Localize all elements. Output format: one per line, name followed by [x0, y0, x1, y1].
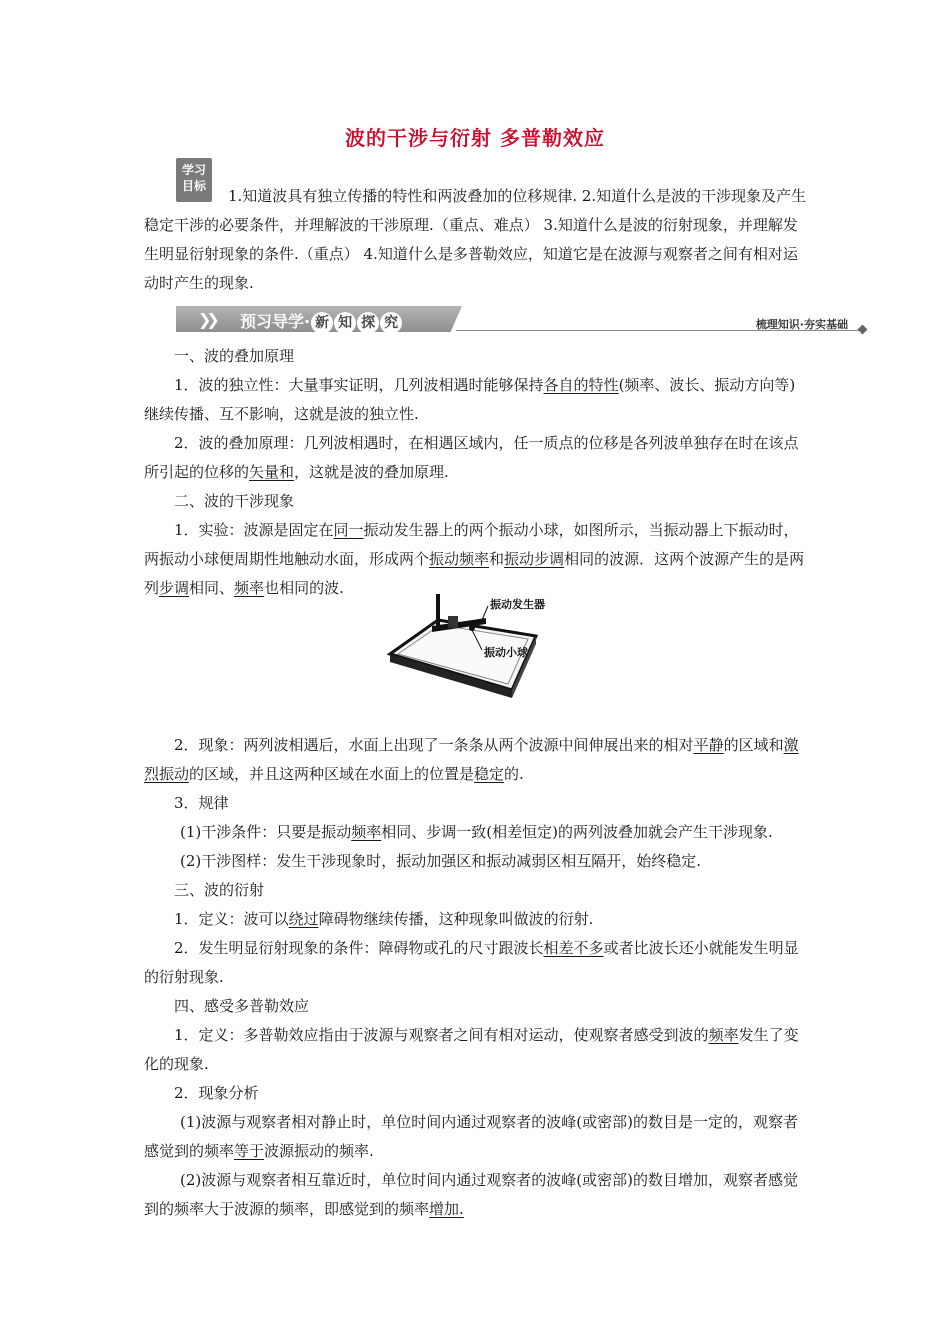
paragraph: 3．规律	[174, 794, 229, 812]
paragraph: 1．定义：多普勒效应指由于波源与观察者之间有相对运动，使观察者感受到波的频率发生了变化的现象.	[144, 1026, 799, 1073]
banner-label	[240, 309, 402, 334]
banner-key-char: 知	[334, 312, 356, 334]
banner-right-text: 梳理知识·夯实基础	[755, 318, 848, 331]
vibrator-post	[436, 594, 440, 626]
section-heading: 四、感受多普勒效应	[174, 997, 310, 1015]
paragraph: 2．波的叠加原理：几列波相遇时，在相遇区域内，任一质点的位移是各列波单独存在时在该点所引起的位移的矢量和，这就是波的叠加原理.	[144, 434, 799, 481]
learning-goals-text: 1.知道波具有独立传播的特性和两波叠加的位移规律. 2.知道什么是波的干涉现象及产生稳定干涉的必要条件，并理解波的干涉原理.（重点、难点） 3.知道什么是波的衍射现象，并理解发生明显衍射现象的条件.（重点） 4.知道什么是多普勒效应，知道它是在波源与观察者之间有相对运动时产生的现象.	[144, 187, 807, 292]
section-banner	[176, 306, 866, 334]
paragraph: 1．定义：波可以绕过障碍物继续传播，这种现象叫做波的衍射.	[174, 910, 594, 928]
main-content	[144, 342, 810, 1224]
banner-label-a: 预习导学·	[240, 312, 311, 331]
paragraph: 2．现象：两列波相遇后，水面上出现了一条条从两个波源中间伸展出来的相对平静的区域和激烈振动的区域，并且这两种区域在水面上的位置是稳定的.	[144, 736, 799, 783]
paragraph: 2．现象分析	[174, 1084, 259, 1102]
badge-line-2: 目标	[181, 179, 206, 193]
paragraph: (2)干涉图样：发生干涉现象时，振动加强区和振动减弱区相互隔开，始终稳定.	[180, 852, 702, 870]
vibrator-block	[448, 616, 458, 628]
paragraph: 1．实验：波源是固定在同一振动发生器上的两个振动小球，如图所示，当振动器上下振动时，两振动小球便周期性地触动水面，形成两个振动频率和振动步调相同的波源．这两个波源产生的是两列步调相同、频率也相同的波.	[144, 521, 805, 597]
banner-key-char: 探	[357, 312, 379, 334]
label-leader-top	[482, 606, 488, 620]
page-title: 波的干涉与衍射 多普勒效应	[345, 126, 605, 150]
banner-key-char: 新	[311, 312, 333, 334]
diamond-icon	[858, 325, 868, 335]
figure-label-generator: 振动发生器	[490, 598, 545, 611]
paragraph: 1．波的独立性：大量事实证明，几列波相遇时能够保持各自的特性(频率、波长、振动方向等)继续传播、互不影响，这就是波的独立性.	[144, 376, 796, 423]
section-heading: 三、波的衍射	[174, 881, 265, 899]
paragraph: (1)干涉条件：只要是振动频率相同、步调一致(相差恒定)的两列波叠加就会产生干涉现象.	[180, 823, 773, 841]
banner-key-char: 究	[380, 312, 402, 334]
chevron-right-icon: ❯❯	[198, 310, 215, 329]
paragraph: (2)波源与观察者相互靠近时，单位时间内通过观察者的波峰(或密部)的数目增加，观察者感觉到的频率大于波源的频率，即感觉到的频率增加.	[144, 1171, 798, 1218]
ripple-tank-figure	[388, 592, 545, 712]
badge-line-1: 学习	[181, 163, 206, 177]
figure-label-ball: 振动小球	[484, 646, 528, 659]
paragraph: 2．发生明显衍射现象的条件：障碍物或孔的尺寸跟波长相差不多或者比波长还小就能发生明显的衍射现象.	[144, 939, 799, 986]
section-heading: 一、波的叠加原理	[174, 347, 295, 365]
paragraph: (1)波源与观察者相对静止时，单位时间内通过观察者的波峰(或密部)的数目是一定的，观察者感觉到的频率等于波源振动的频率.	[144, 1113, 798, 1160]
section-heading: 二、波的干涉现象	[174, 492, 295, 510]
